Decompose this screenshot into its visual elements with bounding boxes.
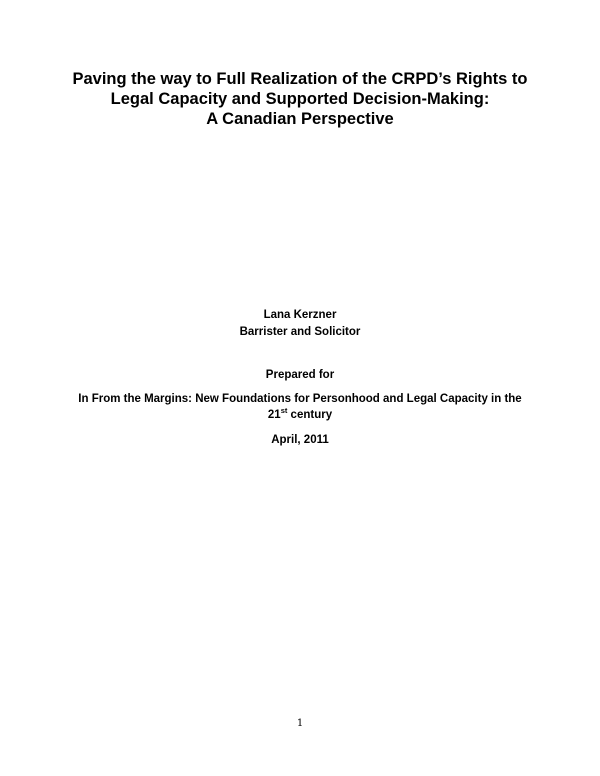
century-word: century (287, 409, 333, 421)
author-name: Lana Kerzner (263, 309, 337, 321)
century-suffix: st (280, 406, 288, 416)
event-title-line-1: In From the Margins: New Foundations for Personhood and Legal Capacity in the (78, 393, 522, 405)
document-title (40, 69, 560, 129)
title-line-1: Paving the way to Full Realization of the CRPD’s Rights to (72, 70, 528, 88)
event-title-line-2 (40, 407, 560, 424)
century-number: 21 (267, 409, 281, 421)
page-number: 1 (296, 718, 304, 729)
author-role: Barrister and Solicitor (239, 326, 361, 338)
document-date: April, 2011 (271, 434, 329, 446)
prepared-for-label: Prepared for (265, 369, 335, 381)
title-line-3: A Canadian Perspective (206, 110, 394, 128)
title-line-2: Legal Capacity and Supported Decision-Making: (110, 90, 490, 108)
